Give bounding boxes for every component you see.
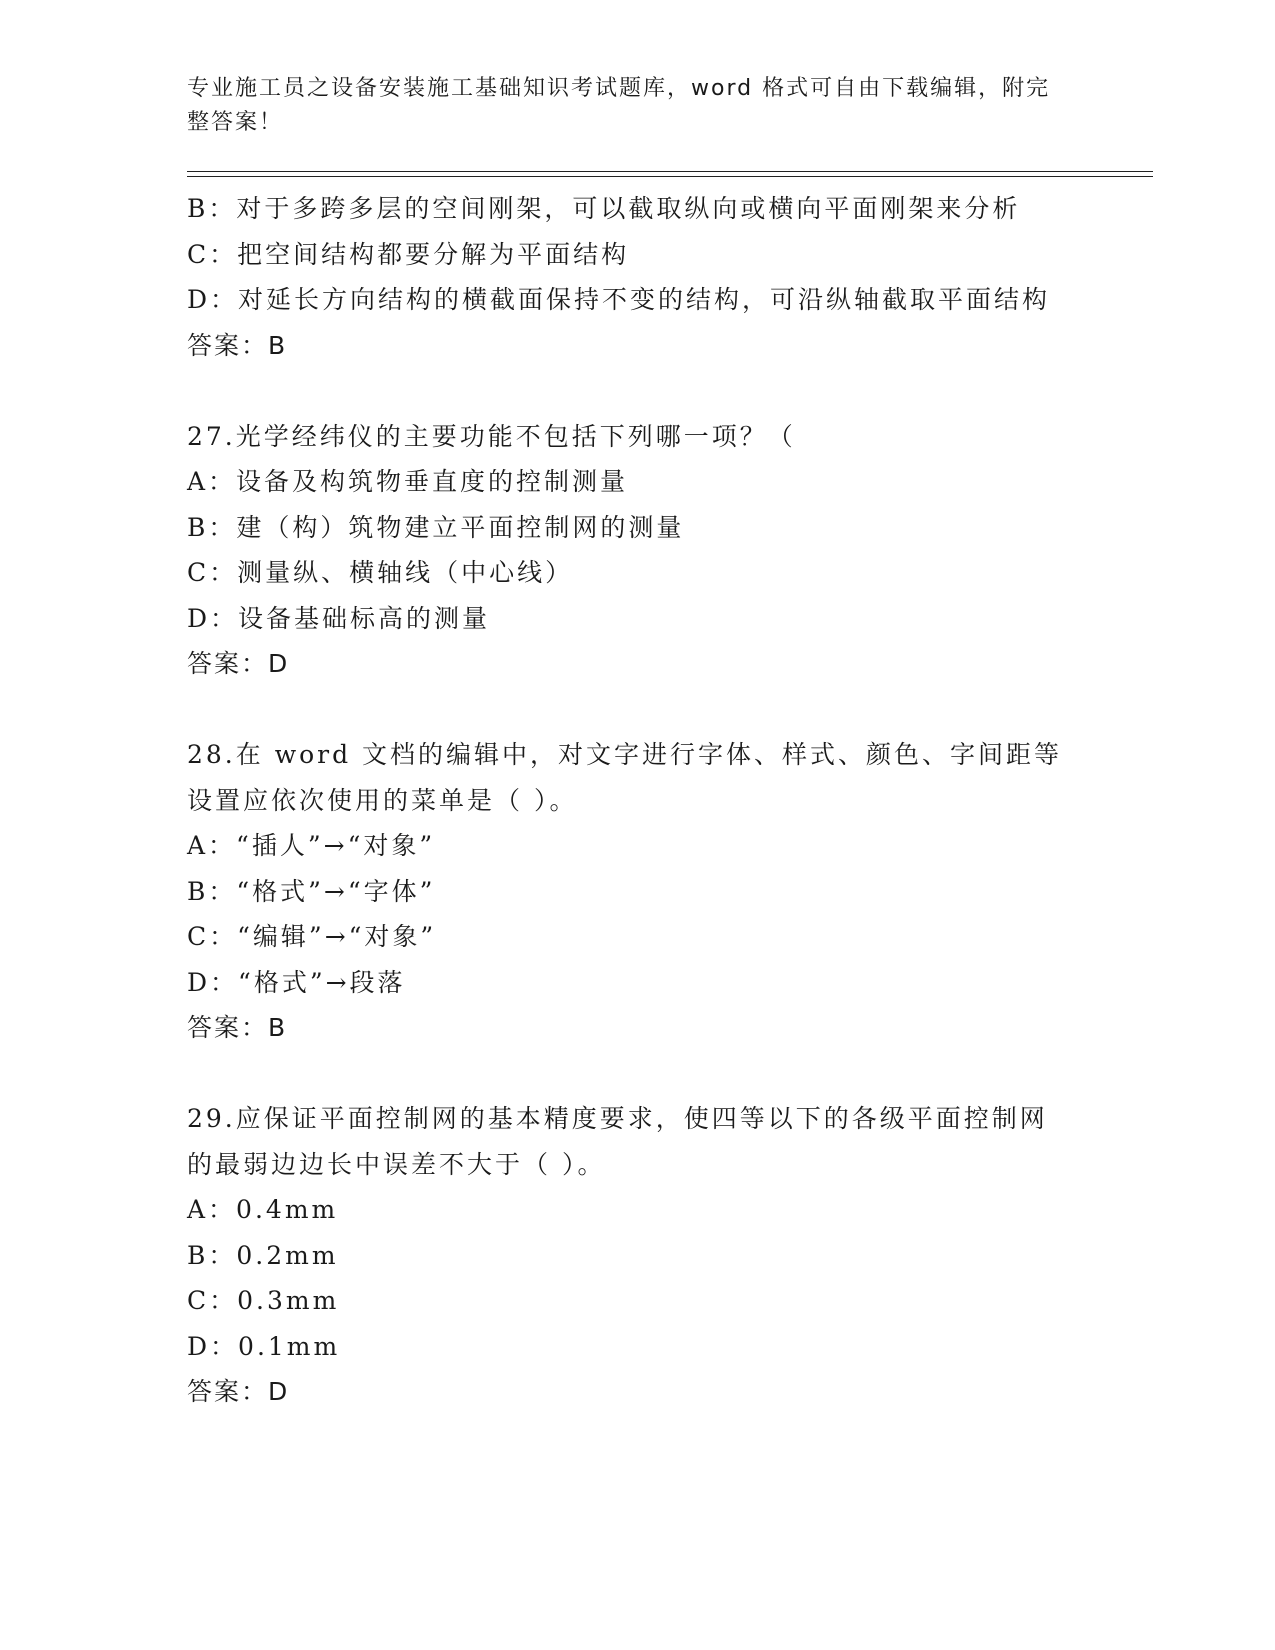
question-29-line-1: 29.应保证平面控制网的基本精度要求，使四等以下的各级平面控制网 [187,1104,1048,1133]
option-a: A：0.4mm [187,1195,339,1224]
option-b: B：对于多跨多层的空间刚架，可以截取纵向或横向平面刚架来分析 [187,194,1021,223]
option-c: C：0.3mm [187,1286,340,1315]
answer-line: 答案：D [187,1377,290,1406]
option-d: D：对延长方向结构的横截面保持不变的结构，可沿纵轴截取平面结构 [187,285,1051,314]
option-c: C：“编辑”→“对象” [187,922,437,951]
option-c: C：测量纵、横轴线（中心线） [187,558,574,587]
option-a: A：设备及构筑物垂直度的控制测量 [187,467,629,496]
option-d: D：“格式”→段落 [187,967,406,997]
option-c: C：把空间结构都要分解为平面结构 [187,239,630,269]
question-28-line-2: 设置应依次使用的菜单是（ ）。 [187,785,578,815]
answer-line: 答案：B [187,330,288,360]
header-rule-top [187,171,1153,172]
question-28-line-1: 28.在 word 文档的编辑中，对文字进行字体、样式、颜色、字间距等 [187,740,1063,769]
option-b: B：建（构）筑物建立平面控制网的测量 [187,512,685,542]
header-text: 专业施工员之设备安装施工基础知识考试题库，word 格式可自由下载编辑，附完整答案！ [187,76,1051,135]
question-27: 27.光学经纬仪的主要功能不包括下列哪一项？（ [187,421,796,451]
option-a: A：“插人”→“对象” [187,831,436,860]
option-d: D：0.1mm [187,1331,341,1361]
option-b: B：“格式”→“字体” [187,876,436,906]
question-content [187,186,1153,1415]
document-header [187,72,1067,140]
answer-line: 答案：B [187,1013,288,1042]
header-rule-bottom [187,176,1153,177]
question-29-line-2: 的最弱边边长中误差不大于（ ）。 [187,1149,606,1179]
option-b: B：0.2mm [187,1240,339,1270]
option-d: D：设备基础标高的测量 [187,603,491,633]
answer-line: 答案：D [187,649,290,678]
